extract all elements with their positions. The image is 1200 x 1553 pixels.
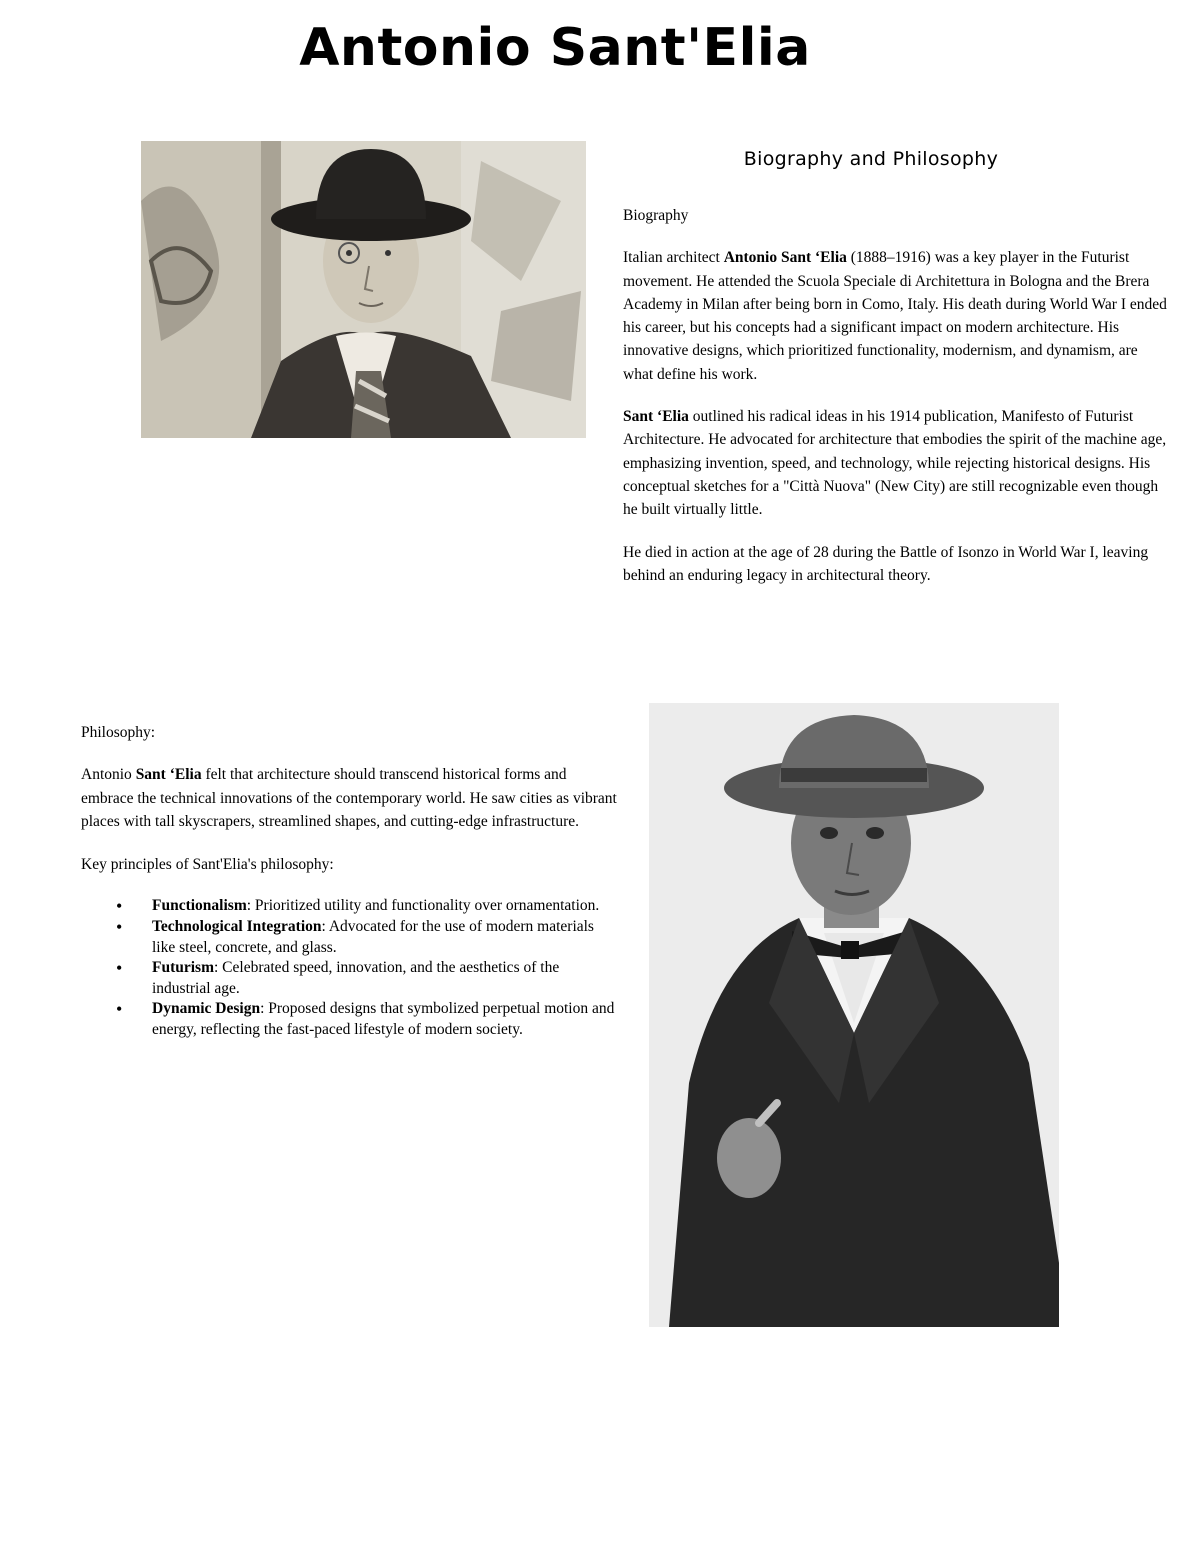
portrait-hat-pipe-icon	[649, 703, 1059, 1327]
philosophy-paragraph: Antonio Sant ‘Elia felt that architecture should transcend historical forms and embrace the technical innovations of the contemporary world. He saw cities as vibrant places with tall skyscrapers, streamlined shapes, and cutting-edge infrastructure.	[81, 766, 617, 830]
list-item: • Dynamic Design: Proposed designs that symbolized perpetual motion and energy, reflecting the fast-paced lifestyle of modern society.	[116, 999, 615, 1039]
portrait-photo-hat-pipe	[649, 703, 1059, 1327]
philosophy-column	[81, 721, 621, 1041]
bullet-icon: •	[116, 999, 123, 1020]
page-title: Antonio Sant'Elia	[299, 18, 811, 78]
list-item: • Functionalism: Prioritized utility and functionality over ornamentation.	[116, 896, 600, 917]
bullet-icon: •	[116, 958, 123, 979]
name-emphasis: Sant ‘Elia	[623, 408, 689, 426]
portrait-photo-bowler-hat	[141, 141, 586, 438]
principles-intro: Key principles of Sant'Elia's philosophy:	[81, 856, 334, 874]
biography-label: Biography	[623, 207, 689, 224]
list-item: • Futurism: Celebrated speed, innovation, and the aesthetics of the industrial age.	[116, 958, 560, 997]
name-emphasis: Sant ‘Elia	[135, 766, 202, 784]
biography-paragraph-2: Sant ‘Elia outlined his radical ideas in his 1914 publication, Manifesto of Futurist Architecture. He advocated for architecture that embodies the spirit of the machine age, emphasizing invention, speed, and technology, while rejecting historical designs. His conceptual sketches for a "Città Nuova" (New City) are still recognizable even though he built virtually little.	[623, 408, 1167, 519]
section-heading: Biography and Philosophy	[743, 148, 999, 170]
biography-column	[623, 204, 1168, 606]
portrait-bowler-hat-icon	[141, 141, 586, 438]
bullet-icon: •	[116, 896, 123, 917]
name-emphasis: Antonio Sant ‘Elia	[723, 249, 847, 267]
philosophy-label: Philosophy:	[81, 724, 156, 741]
biography-paragraph-1: Italian architect Antonio Sant ‘Elia (1888–1916) was a key player in the Futurist movement. He attended the Scuola Speciale di Architettura in Bologna and the Brera Academy in Milan after being born in Como, Italy. His death during World War I ended his career, but his concepts had a significant impact on modern architecture. His innovative designs, which prioritized functionality, modernism, and dynamism, are what define his work.	[623, 249, 1167, 383]
list-item: • Technological Integration: Advocated for the use of modern materials like steel, concrete, and glass.	[116, 917, 594, 956]
bullet-icon: •	[116, 917, 123, 938]
biography-paragraph-3: He died in action at the age of 28 during the Battle of Isonzo in World War I, leaving behind an enduring legacy in architectural theory.	[623, 543, 1149, 584]
principles-list	[81, 896, 621, 1040]
